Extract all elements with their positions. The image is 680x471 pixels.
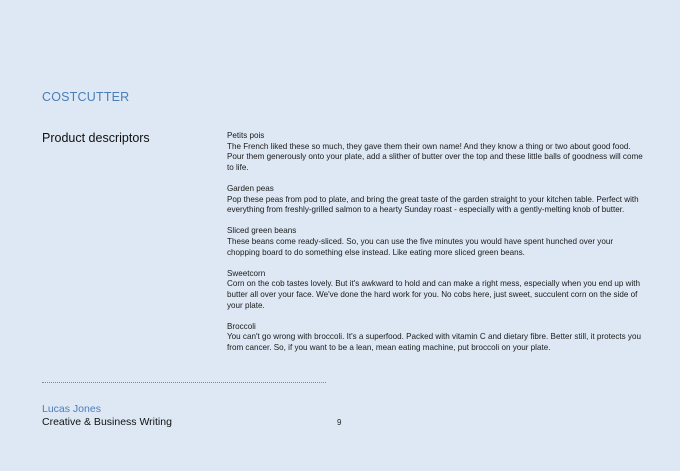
section-title: Product descriptors bbox=[42, 131, 150, 145]
product-name: Sliced green beans bbox=[227, 226, 297, 236]
product-item-garden-peas bbox=[227, 184, 647, 216]
product-name: Broccoli bbox=[227, 321, 256, 331]
page-number: 9 bbox=[337, 418, 342, 427]
product-item-broccoli bbox=[227, 322, 647, 354]
product-description: Pop these peas from pod to plate, and bring the great taste of the garden straight to your kitchen table. Perfect with everything from freshly-grilled salmon to a hearty Sunday roast - especially with a gently-melting knob of butter. bbox=[227, 194, 639, 215]
product-description: The French liked these so much, they gave them their own name! And they know a thing or two about good food. Pour them generously onto your plate, add a slither of butter over the top and these little balls of goodness will come to life. bbox=[227, 141, 643, 172]
author-name: Lucas Jones bbox=[42, 403, 101, 415]
product-item-sliced-green-beans bbox=[227, 226, 647, 258]
product-item-petits-pois bbox=[227, 131, 647, 173]
product-item-sweetcorn bbox=[227, 269, 647, 311]
course-title: Creative & Business Writing bbox=[42, 416, 172, 428]
product-name: Sweetcorn bbox=[227, 268, 266, 278]
product-description: These beans come ready-sliced. So, you can use the five minutes you would have spent hunched over your chopping board to do something else instead. Like eating more sliced green beans. bbox=[227, 236, 614, 257]
product-description: You can't go wrong with broccoli. It's a superfood. Packed with vitamin C and dietary fibre. Better still, it protects you from cancer. So, if you want to be a lean, mean eating machine, put broccoli on your plate. bbox=[227, 332, 641, 352]
product-descriptor-list bbox=[227, 131, 647, 364]
product-name: Petits pois bbox=[227, 131, 265, 140]
footer-divider bbox=[42, 382, 326, 383]
product-name: Garden peas bbox=[227, 183, 274, 193]
product-description: Corn on the cob tastes lovely. But it's awkward to hold and can make a right mess, especially when you end up with butter all over your face. We've done the hard work for you. No cobs here, just sweet, succulent corn on the side of your plate. bbox=[227, 279, 641, 310]
brand-name: COSTCUTTER bbox=[42, 90, 130, 104]
